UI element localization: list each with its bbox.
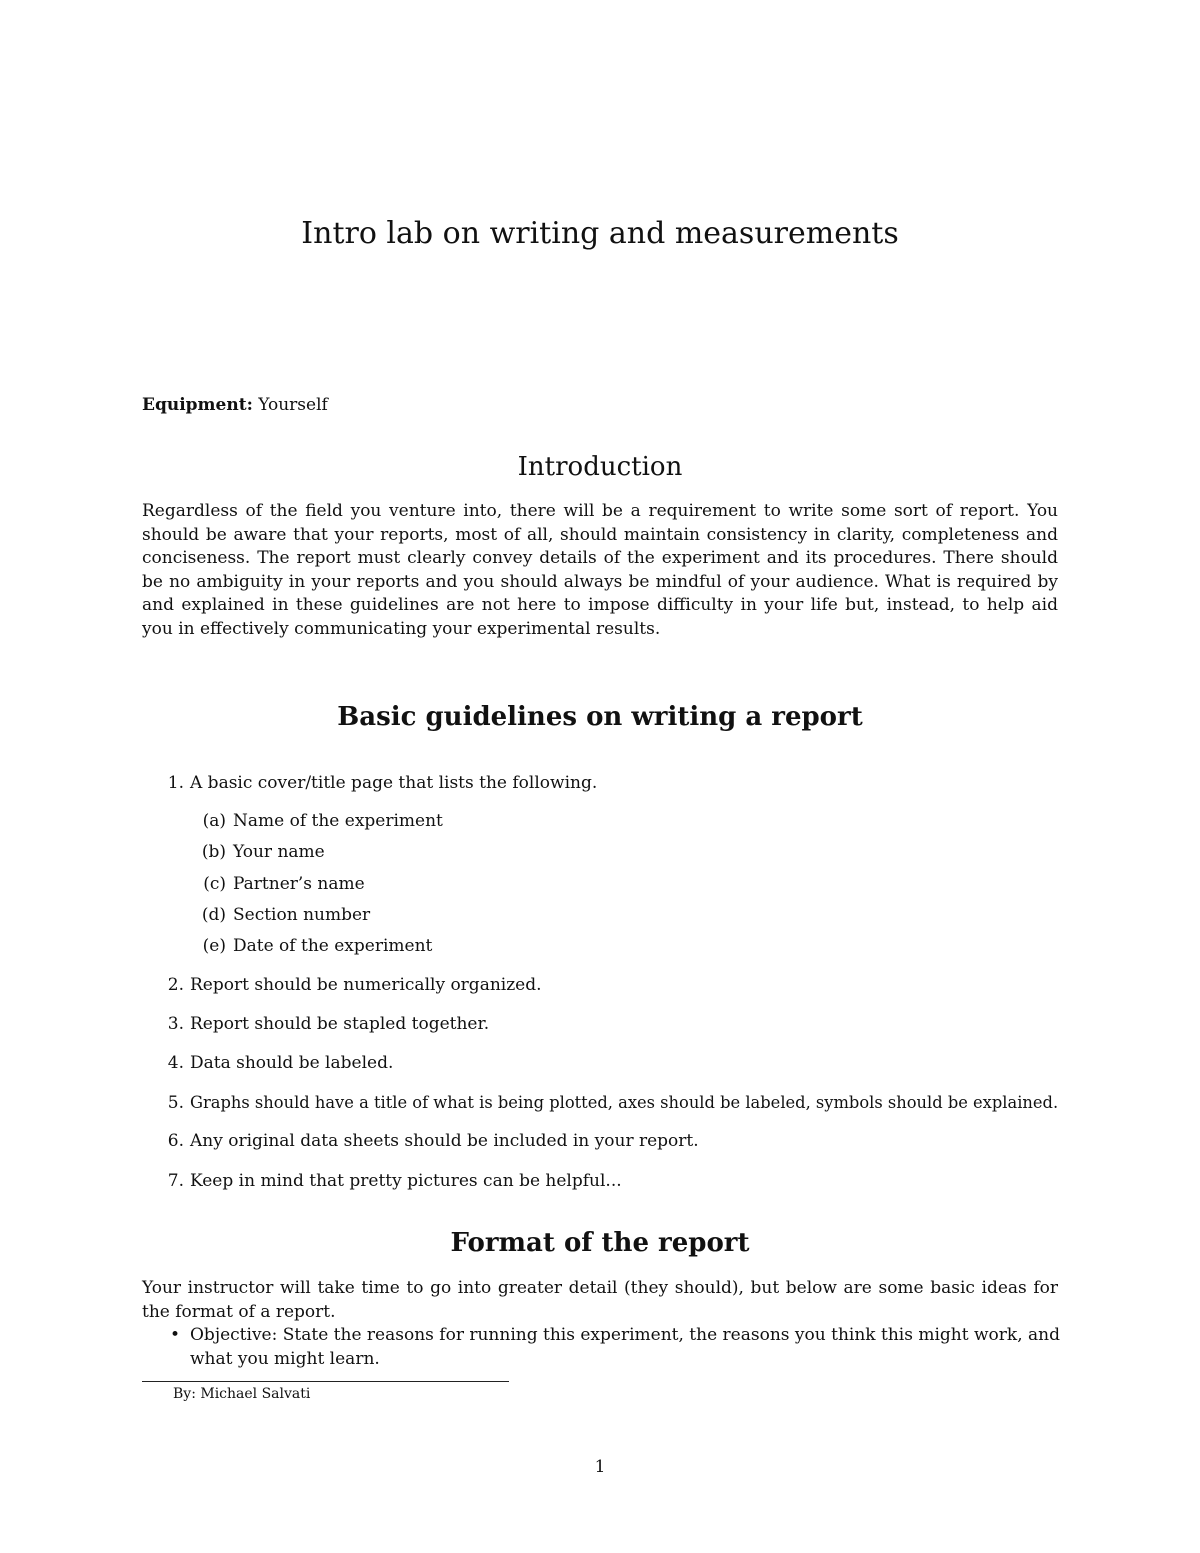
sub-item-label: (c)	[203, 874, 226, 894]
sub-item-text: Partner’s name	[233, 874, 365, 894]
introduction-heading: Introduction	[517, 452, 683, 482]
sub-item-text: Section number	[233, 905, 371, 925]
list-item-text: A basic cover/title page that lists the following.	[190, 773, 598, 793]
footnote-divider	[142, 1381, 509, 1382]
format-bullet-item	[142, 1324, 1060, 1371]
sub-item-text: Your name	[233, 842, 325, 862]
list-item-text: Data should be labeled.	[190, 1053, 394, 1073]
list-item-number: 7.	[167, 1171, 184, 1191]
equipment-line	[142, 392, 328, 418]
page-number: 1	[594, 1457, 606, 1477]
introduction-paragraph: Regardless of the field you venture into, there will be a requirement to write some sort of report. You should be aware that your reports, most of all, should maintain consistency in clarity, completeness and conciseness. The report must clearly convey details of the experiment and its procedures. There should be no ambiguity in your reports and you should always be mindful of your audience. What is required by and explained in these guidelines are not here to impose difficulty in your life but, instead, to help aid you in effectively communicating your experimental results.	[142, 501, 1058, 639]
list-item-number: 2.	[167, 975, 184, 995]
bullet-text: Objective: State the reasons for running this experiment, the reasons you think this might work, and what you might learn.	[190, 1325, 1060, 1369]
guidelines-heading: Basic guidelines on writing a report	[337, 702, 863, 732]
format-heading: Format of the report	[450, 1228, 750, 1258]
list-item-number: 6.	[167, 1131, 184, 1151]
equipment-value: Yourself	[258, 395, 328, 415]
sub-item-label: (e)	[202, 936, 226, 956]
equipment-label: Equipment:	[142, 395, 253, 415]
list-item-number: 1.	[167, 773, 184, 793]
sub-item-label: (a)	[202, 811, 226, 831]
footnote-author: By: Michael Salvati	[173, 1386, 311, 1402]
list-item-text: Report should be stapled together.	[190, 1014, 490, 1034]
list-item-number: 3.	[167, 1014, 184, 1034]
list-item-text: Keep in mind that pretty pictures can be helpful...	[190, 1171, 622, 1191]
sub-item-label: (d)	[201, 905, 226, 925]
sub-item-text: Name of the experiment	[233, 811, 443, 831]
format-paragraph: Your instructor will take time to go into greater detail (they should), but below are some basic ideas for the format of a report.	[142, 1278, 1058, 1322]
list-item-text: Report should be numerically organized.	[190, 975, 542, 995]
sub-item-text: Date of the experiment	[233, 936, 433, 956]
bullet-icon: •	[170, 1325, 181, 1345]
list-item-number: 4.	[167, 1053, 184, 1073]
list-item-text: Graphs should have a title of what is being plotted, axes should be labeled, symbols should be explained.	[190, 1093, 1059, 1112]
document-title: Intro lab on writing and measurements	[301, 216, 899, 251]
sub-item-label: (b)	[201, 842, 226, 862]
list-item-text: Any original data sheets should be included in your report.	[190, 1131, 699, 1151]
list-item-number: 5.	[167, 1093, 184, 1113]
